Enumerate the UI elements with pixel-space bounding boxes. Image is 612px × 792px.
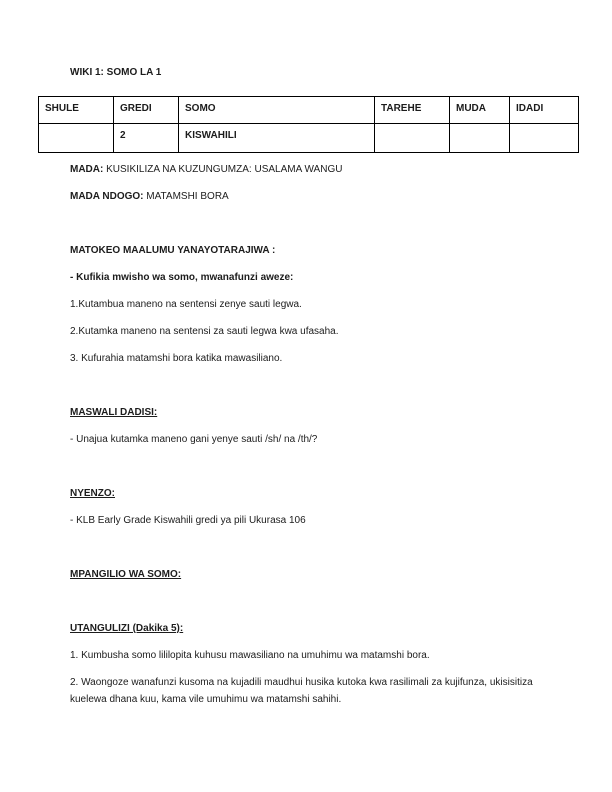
utangulizi-step-2: 2. Waongoze wanafunzi kusoma na kujadili maudhui husika kutoka kwa rasilimali za kujifunza, ukisisitiza kuelewa dhana kuu, kama vile umuhimu wa matamshi sahihi.: [70, 677, 533, 705]
mada-ndogo-label: MADA NDOGO:: [70, 191, 144, 202]
column-header-muda: MUDA: [450, 97, 510, 124]
objective-item-3: 3. Kufurahia matamshi bora katika mawasiliano.: [70, 353, 283, 364]
maswali-heading-text: MASWALI DADISI:: [70, 407, 158, 418]
cell-tarehe-value: [375, 124, 450, 153]
table-value-row: [39, 124, 579, 153]
matokeo-intro: - Kufikia mwisho wa somo, mwanafunzi aweze:: [70, 272, 294, 283]
mpangilio-heading: [70, 566, 546, 583]
document-title: WIKI 1: SOMO LA 1: [70, 67, 162, 78]
mada-ndogo-line: [70, 188, 546, 205]
cell-muda-value: [450, 124, 510, 153]
objective-item-2: 2.Kutamka maneno na sentensi za sauti legwa kwa ufasaha.: [70, 326, 339, 337]
nyenzo-heading: [70, 485, 546, 502]
mada-label: MADA:: [70, 164, 104, 175]
mpangilio-heading-text: MPANGILIO WA SOMO:: [70, 569, 182, 580]
mada-line: [70, 161, 546, 178]
column-header-somo: SOMO: [179, 97, 375, 124]
mada-value: KUSIKILIZA NA KUZUNGUMZA: USALAMA WANGU: [103, 164, 343, 175]
utangulizi-step-1: 1. Kumbusha somo lililopita kuhusu mawasiliano na umuhimu wa matamshi bora.: [70, 650, 430, 661]
maswali-question: - Unajua kutamka maneno gani yenye sauti /sh/ na /th/?: [70, 434, 318, 445]
objective-item-1: 1.Kutambua maneno na sentensi zenye sauti legwa.: [70, 299, 302, 310]
lesson-info-table: [38, 96, 579, 153]
column-header-gredi: GREDI: [114, 97, 179, 124]
cell-shule-value: [39, 124, 114, 153]
utangulizi-heading-text: UTANGULIZI (Dakika 5):: [70, 623, 184, 634]
nyenzo-item: - KLB Early Grade Kiswahili gredi ya pili Ukurasa 106: [70, 515, 306, 526]
nyenzo-heading-text: NYENZO:: [70, 488, 115, 499]
column-header-tarehe: TAREHE: [375, 97, 450, 124]
cell-somo-value: KISWAHILI: [179, 124, 375, 153]
mada-ndogo-value: MATAMSHI BORA: [143, 191, 229, 202]
table-header-row: [39, 97, 579, 124]
cell-idadi-value: [510, 124, 579, 153]
matokeo-heading: MATOKEO MAALUMU YANAYOTARAJIWA :: [70, 245, 276, 256]
column-header-shule: SHULE: [39, 97, 114, 124]
column-header-idadi: IDADI: [510, 97, 579, 124]
utangulizi-heading: [70, 620, 546, 637]
maswali-heading: [70, 404, 546, 421]
cell-gredi-value: 2: [114, 124, 179, 153]
